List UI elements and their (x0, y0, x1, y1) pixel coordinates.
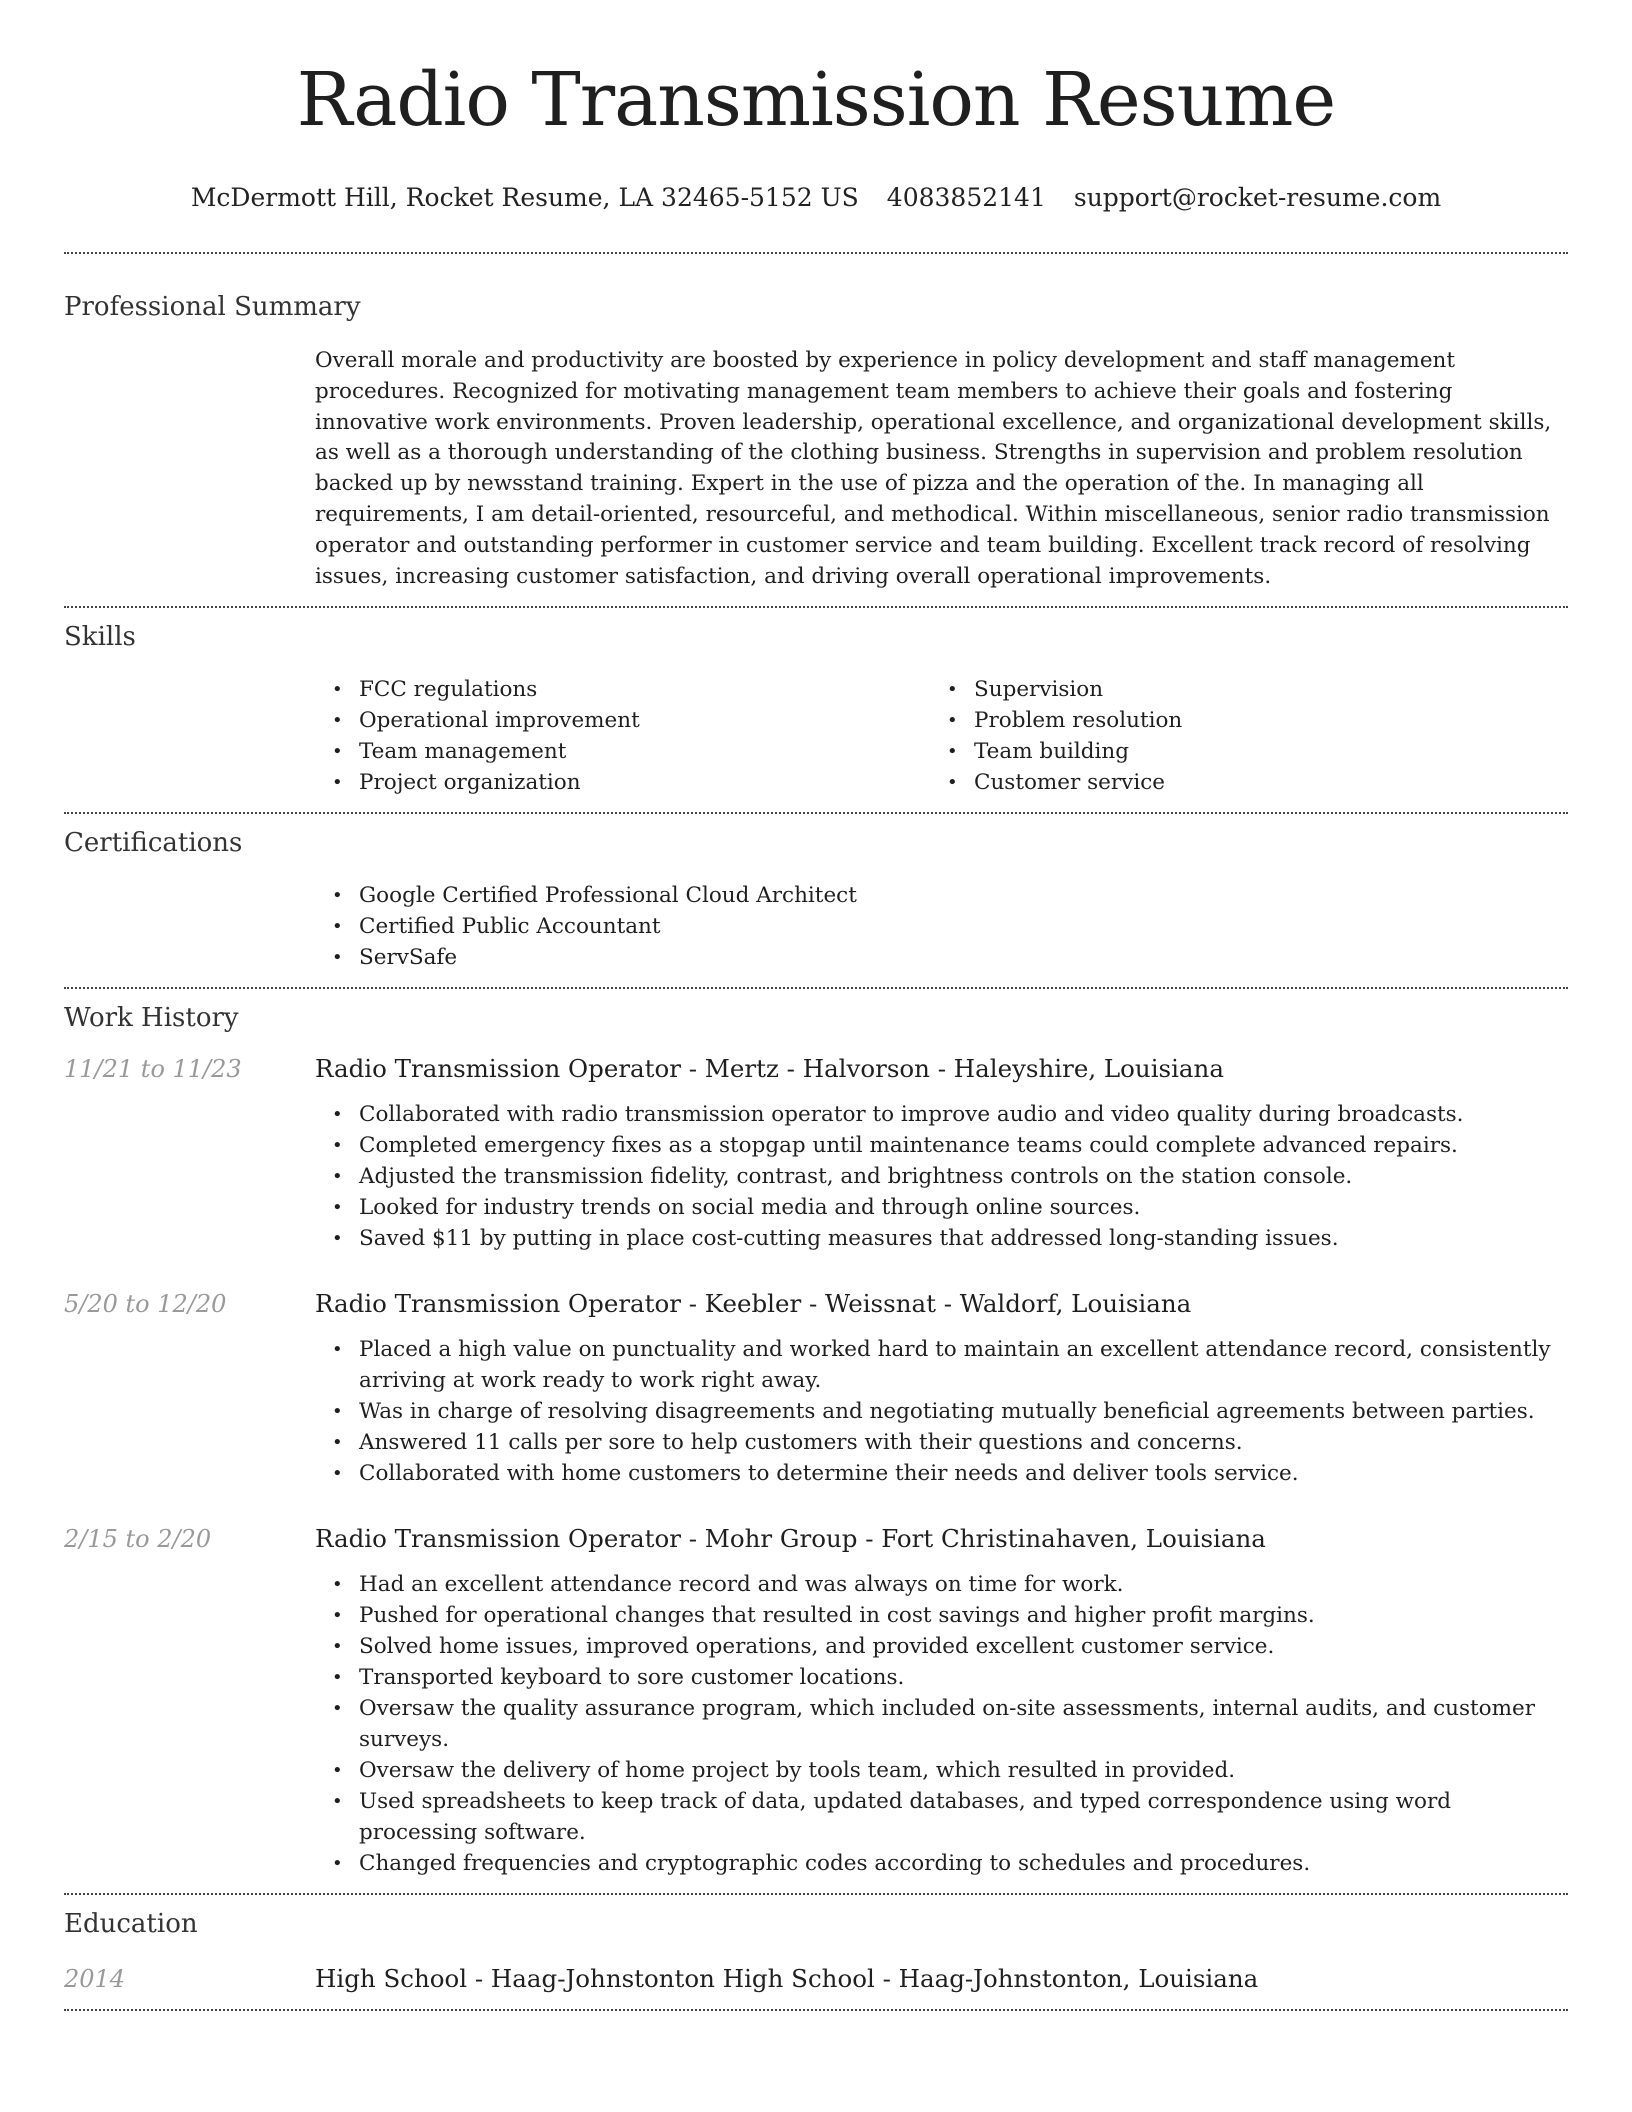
list-item: • Adjusted the transmission fidelity, contrast, and brightness controls on the station console. (315, 1161, 1568, 1192)
divider (64, 252, 1568, 254)
list-item: • Oversaw the delivery of home project by tools team, which resulted in provided. (315, 1755, 1568, 1786)
job-title: Radio Transmission Operator - Keebler - Weissnat - Waldorf, Louisiana (315, 1289, 1192, 1319)
divider (64, 987, 1568, 989)
skills-section (64, 620, 1568, 798)
list-item: • Oversaw the quality assurance program, which included on-site assessments, internal audits, and customer surveys. (315, 1693, 1568, 1755)
job-title: Radio Transmission Operator - Mertz - Halvorson - Haleyshire, Louisiana (315, 1054, 1224, 1084)
work-heading: Work History (64, 1003, 239, 1034)
job-date: 11/21 to 11/23 (64, 1055, 242, 1084)
summary-text: Overall morale and productivity are boosted by experience in policy development and staff management procedures. Recognized for motivating management team members to achieve their goals and fostering innovative work environments. Proven leadership, operational excellence, and organizational development skills, as well as a thorough understanding of the clothing business. Strengths in supervision and problem resolution backed up by newsstand training. Expert in the use of pizza and the operation of the. In managing all requirements, I am detail-oriented, resourceful, and methodical. Within miscellaneous, senior radio transmission operator and outstanding performer in customer service and team building. Excellent track record of resolving issues, increasing customer satisfaction, and driving overall operational improvements. (315, 348, 1552, 589)
job-title: Radio Transmission Operator - Mohr Group - Fort Christinahaven, Louisiana (315, 1524, 1266, 1554)
list-item: • Supervision (930, 674, 1545, 705)
list-item: • Pushed for operational changes that resulted in cost savings and higher profit margins. (315, 1600, 1568, 1631)
list-item: • Had an excellent attendance record and was always on time for work. (315, 1569, 1568, 1600)
list-item: • Google Certified Professional Cloud Architect (315, 880, 1568, 911)
list-item: • Customer service (930, 767, 1545, 798)
list-item: • Was in charge of resolving disagreements and negotiating mutually beneficial agreements between parties. (315, 1396, 1568, 1427)
list-item: • Problem resolution (930, 705, 1545, 736)
list-item: • Collaborated with radio transmission operator to improve audio and video quality during broadcasts. (315, 1099, 1568, 1130)
education-section (64, 1907, 1568, 1995)
resume-title: Radio Transmission Resume (296, 57, 1336, 143)
certifications-heading: Certifications (64, 828, 243, 859)
job-entry (64, 1523, 1568, 1555)
list-item: • Placed a high value on punctuality and worked hard to maintain an excellent attendance record, consistently arriving at work ready to work right away. (315, 1334, 1568, 1396)
certifications-section (64, 826, 1568, 973)
certifications-list (315, 880, 1568, 973)
education-heading: Education (64, 1909, 198, 1940)
job-bullets (315, 1099, 1568, 1254)
job-entry (64, 1288, 1568, 1320)
education-title: High School - Haag-Johnstonton High School - Haag-Johnstonton, Louisiana (315, 1964, 1259, 1994)
list-item: • Team management (315, 736, 930, 767)
list-item: • Changed frequencies and cryptographic codes according to schedules and procedures. (315, 1848, 1568, 1879)
education-entry (64, 1963, 1568, 1995)
divider (64, 812, 1568, 814)
contact-line (64, 182, 1568, 214)
contact-email: support@rocket-resume.com (1073, 183, 1442, 212)
list-item: • Operational improvement (315, 705, 930, 736)
contact-phone: 4083852141 (886, 183, 1046, 212)
list-item: • Saved $11 by putting in place cost-cutting measures that addressed long-standing issues. (315, 1223, 1568, 1254)
list-item: • Completed emergency fixes as a stopgap until maintenance teams could complete advanced repairs. (315, 1130, 1568, 1161)
list-item: • Used spreadsheets to keep track of data, updated databases, and typed correspondence using word processing software. (315, 1786, 1568, 1848)
list-item: • Transported keyboard to sore customer locations. (315, 1662, 1568, 1693)
summary-section (64, 290, 1568, 592)
job-bullets (315, 1569, 1568, 1879)
job-date: 5/20 to 12/20 (64, 1290, 227, 1319)
education-date: 2014 (64, 1965, 126, 1994)
job-entry (64, 1053, 1568, 1085)
divider (64, 606, 1568, 608)
resume-page (64, 0, 1568, 2011)
list-item: • Team building (930, 736, 1545, 767)
skills-list-right (930, 674, 1545, 798)
job-bullets (315, 1334, 1568, 1489)
list-item: • FCC regulations (315, 674, 930, 705)
summary-heading: Professional Summary (64, 292, 361, 322)
list-item: • Certified Public Accountant (315, 911, 1568, 942)
work-section (64, 1001, 1568, 1879)
skills-heading: Skills (64, 622, 136, 653)
list-item: • Project organization (315, 767, 930, 798)
skills-list-left (315, 674, 930, 798)
list-item: • Collaborated with home customers to determine their needs and deliver tools service. (315, 1458, 1568, 1489)
job-date: 2/15 to 2/20 (64, 1525, 212, 1554)
divider (64, 1893, 1568, 1895)
list-item: • ServSafe (315, 942, 1568, 973)
list-item: • Solved home issues, improved operations, and provided excellent customer service. (315, 1631, 1568, 1662)
list-item: • Looked for industry trends on social media and through online sources. (315, 1192, 1568, 1223)
contact-address: McDermott Hill, Rocket Resume, LA 32465-5152 US (190, 183, 859, 212)
list-item: • Answered 11 calls per sore to help customers with their questions and concerns. (315, 1427, 1568, 1458)
divider (64, 2009, 1568, 2011)
